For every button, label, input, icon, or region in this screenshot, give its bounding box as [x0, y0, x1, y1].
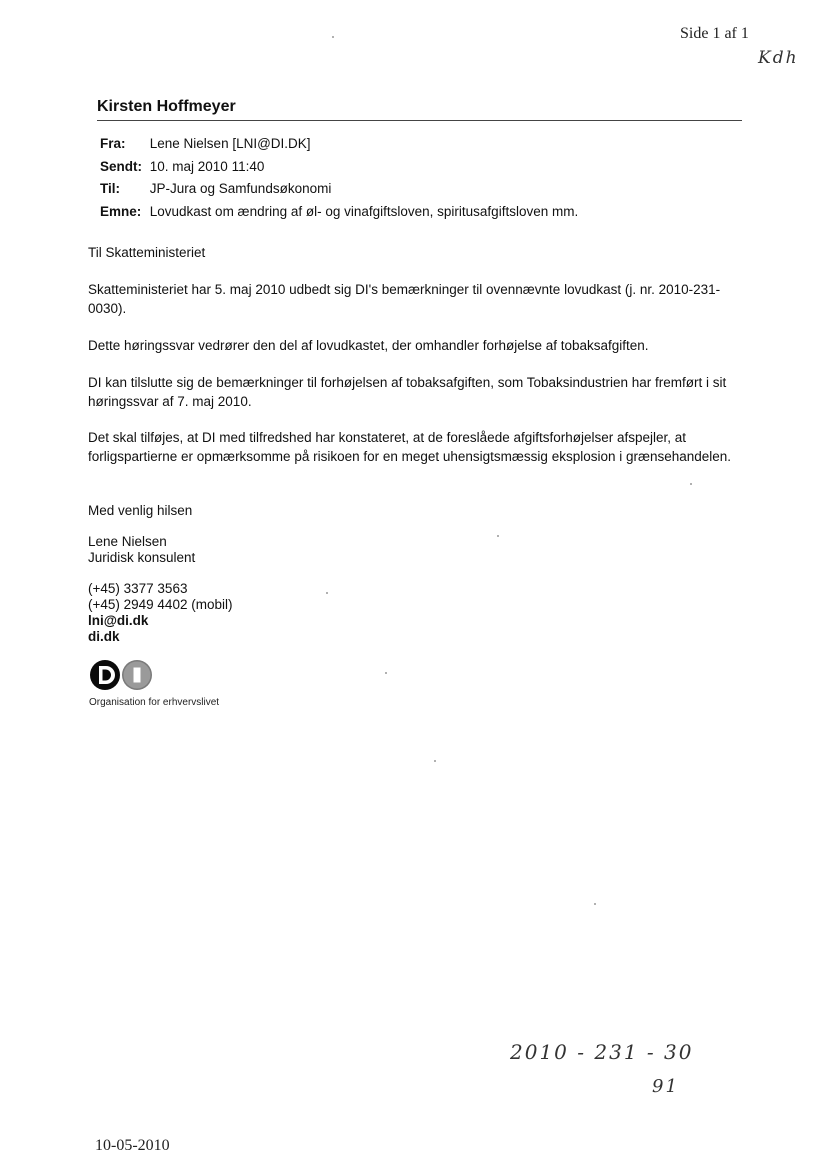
- sender-name: Kirsten Hoffmeyer: [97, 98, 236, 115]
- body-paragraph: Det skal tilføjes, at DI med tilfredshed har konstateret, at de foreslåede afgiftsforhøjelser afspejler, at forligspartierne er opmærksomme på risikoen for en meget uhensigtsmæssig eksplosion i grænsehandelen.: [88, 430, 732, 464]
- contact-block: [88, 581, 232, 645]
- body-paragraph: DI kan tilslutte sig de bemærkninger til forhøjelsen af tobaksafgiften, som Tobaksindustrien har fremført i sit høringssvar af 7. maj 2010.: [88, 375, 727, 409]
- header-from: [100, 136, 311, 151]
- scan-speck: [332, 36, 334, 38]
- greeting: Til Skatteministeriet: [88, 245, 206, 260]
- phone-number: (+45) 3377 3563: [88, 581, 188, 596]
- header-value: 10. maj 2010 11:40: [149, 159, 265, 174]
- header-subject: [100, 204, 578, 219]
- signature-name: Lene Nielsen: [88, 534, 167, 549]
- header-label: Fra:: [100, 136, 126, 151]
- header-rule: [97, 120, 742, 121]
- closing: Med venlig hilsen: [88, 503, 193, 518]
- website-link[interactable]: di.dk: [88, 629, 120, 644]
- header-sent: [100, 159, 264, 174]
- signature-block: [88, 534, 195, 566]
- signature-title: Juridisk konsulent: [88, 550, 196, 565]
- scan-speck: [594, 903, 596, 905]
- di-logo: [89, 659, 159, 691]
- handwritten-initials: Kdh: [758, 48, 799, 68]
- mobile-number: (+45) 2949 4402 (mobil): [88, 597, 233, 612]
- scan-speck: [497, 535, 499, 537]
- scan-speck: [326, 592, 328, 594]
- handwritten-page-mark: 91: [652, 1076, 679, 1097]
- page-number: Side 1 af 1: [680, 25, 749, 42]
- header-label: Emne:: [100, 204, 142, 219]
- footer-date: 10-05-2010: [95, 1137, 170, 1154]
- logo-caption: Organisation for erhvervslivet: [89, 697, 220, 708]
- header-to: [100, 181, 331, 196]
- header-value: Lene Nielsen [LNI@DI.DK]: [149, 136, 311, 151]
- header-label: Sendt:: [100, 159, 142, 174]
- scan-speck: [434, 760, 436, 762]
- handwritten-case-number: 2010 - 231 - 30: [510, 1040, 694, 1064]
- header-value: Lovudkast om ændring af øl- og vinafgiftsloven, spiritusafgiftsloven mm.: [149, 204, 579, 219]
- email-link[interactable]: lni@di.dk: [88, 613, 149, 628]
- scan-speck: [385, 672, 387, 674]
- body-paragraph: Skatteministeriet har 5. maj 2010 udbedt sig DI's bemærkninger til ovennævnte lovudkast (j. nr. 2010-231-0030).: [88, 282, 721, 316]
- header-label: Til:: [100, 181, 120, 196]
- body-paragraph: Dette høringssvar vedrører den del af lovudkastet, der omhandler forhøjelse af tobaksafgiften.: [88, 338, 649, 353]
- header-value: JP-Jura og Samfundsøkonomi: [149, 181, 332, 196]
- scan-speck: [690, 483, 692, 485]
